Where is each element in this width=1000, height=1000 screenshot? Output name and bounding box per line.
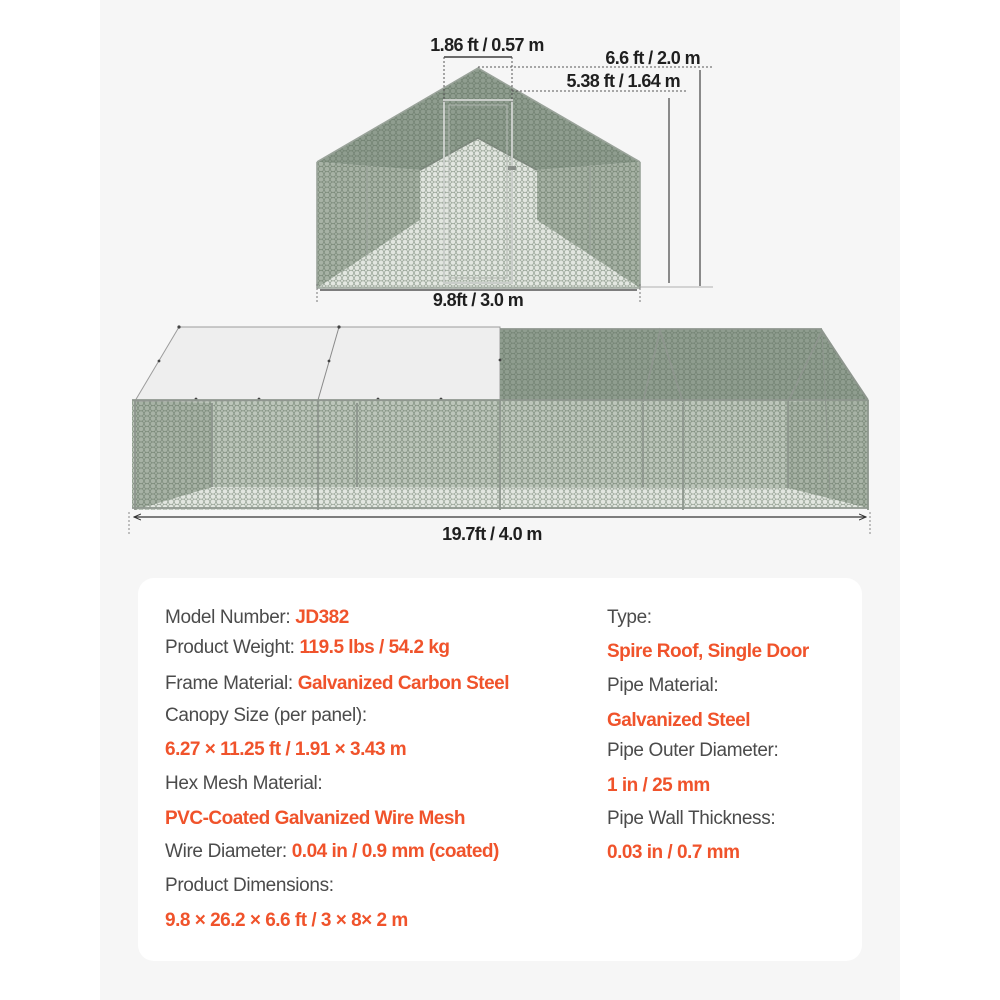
spec-label: Product Weight: — [165, 637, 295, 658]
side-view-dimensions — [129, 512, 870, 544]
spec-hex-mesh-label: Hex Mesh Material: — [165, 773, 323, 794]
spec-pipe-wall-value: 0.03 in / 0.7 mm — [607, 842, 740, 863]
side-view-canopy — [135, 327, 500, 401]
spec-model-number — [165, 606, 349, 630]
side-view-coop — [132, 325, 868, 510]
width-label: 9.8ft / 3.0 m — [432, 290, 524, 310]
spec-label: Model Number: — [165, 607, 291, 628]
spec-hex-mesh-value: PVC-Coated Galvanized Wire Mesh — [165, 808, 466, 829]
spec-label: Wire Diameter: — [165, 841, 287, 862]
spec-pipe-material-value: Galvanized Steel — [607, 710, 751, 731]
spec-type-value: Spire Roof, Single Door — [607, 641, 809, 662]
spec-pipe-material-label: Pipe Material: — [607, 675, 719, 696]
door-height-label: 5.38 ft / 1.64 m — [566, 71, 680, 91]
spec-label: Frame Material: — [165, 673, 293, 694]
spec-frame-material — [165, 672, 509, 696]
total-height-label: 6.6 ft / 2.0 m — [605, 48, 700, 68]
spec-pipe-diameter-value: 1 in / 25 mm — [607, 775, 710, 796]
side-view-mesh-roof — [500, 329, 868, 400]
spec-canopy-size-label: Canopy Size (per panel): — [165, 705, 367, 726]
spec-value: JD382 — [295, 607, 349, 628]
front-view-coop — [317, 68, 640, 288]
spec-dimensions-value: 9.8 × 26.2 × 6.6 ft / 3 × 8× 2 m — [165, 910, 408, 931]
spec-canopy-size-value: 6.27 × 11.25 ft / 1.91 × 3.43 m — [165, 739, 407, 760]
spec-product-weight — [165, 636, 450, 660]
door-latch — [508, 166, 516, 170]
spec-wire-diameter — [165, 840, 499, 864]
spec-value: 0.04 in / 0.9 mm (coated) — [291, 841, 499, 862]
spec-dimensions-label: Product Dimensions: — [165, 875, 334, 896]
spec-value: Galvanized Carbon Steel — [297, 673, 510, 694]
spec-type-label: Type: — [607, 607, 652, 628]
spec-value: 119.5 lbs / 54.2 kg — [299, 637, 450, 658]
length-label: 19.7ft / 4.0 m — [442, 524, 542, 544]
door-width-label: 1.86 ft / 0.57 m — [430, 35, 544, 55]
spec-pipe-diameter-label: Pipe Outer Diameter: — [607, 740, 779, 761]
spec-pipe-wall-label: Pipe Wall Thickness: — [607, 808, 776, 829]
